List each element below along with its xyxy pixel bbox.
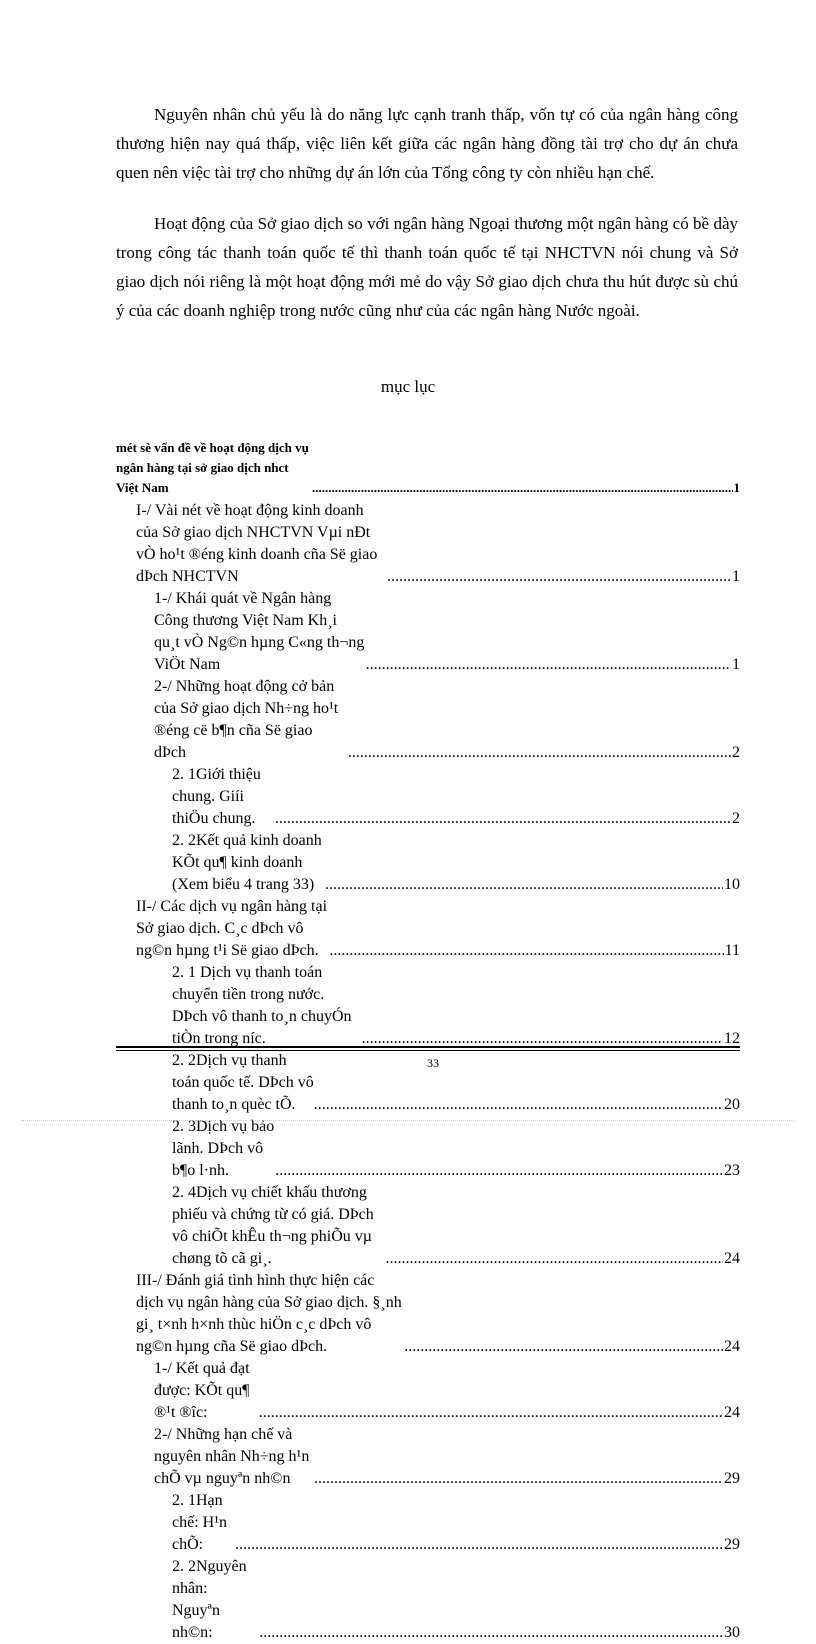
toc-entry[interactable] — [116, 764, 740, 830]
toc-leader — [312, 478, 732, 498]
toc-entry-text: 2-/ Những hạn chế và nguyên nhân Nh÷ng h¹n chÕ vµ nguyªn nh©n — [154, 1426, 310, 1487]
toc-entry-page: 24 — [724, 1404, 740, 1421]
toc-entry[interactable] — [116, 1424, 740, 1490]
toc-entry-page: 2 — [732, 810, 740, 827]
toc-entry-text: 1-/ Khái quát về Ngân hàng Công thương Việt Nam Kh¸i qu¸t vÒ Ng©n hµng C«ng th¬ng ViÖt Nam — [154, 590, 365, 673]
toc-entry[interactable] — [116, 1182, 740, 1270]
toc-entry-page: 29 — [724, 1470, 740, 1487]
toc-entry-text: 2. 2Dịch vụ thanh toán quốc tế. DÞch vô thanh to¸n quèc tÕ. — [172, 1052, 314, 1113]
footer-rule-thin — [116, 1050, 740, 1051]
toc-entry-text: II-/ Các dịch vụ ngân hàng tại Sở giao dịch. C¸c dÞch vô ng©n hµng t¹i Së giao dÞch. — [136, 898, 328, 959]
toc-leader — [314, 1468, 723, 1490]
toc-leader — [259, 1622, 723, 1644]
table-of-contents — [116, 438, 740, 1644]
toc-entry-page: 23 — [724, 1162, 740, 1179]
toc-entry-text: 2. 1Giới thiệu chung. Giíi thiÖu chung. — [172, 766, 261, 827]
toc-entry-text: 2-/ Những hoạt động cở bản của Sở giao dịch Nh÷ng ho¹t ®éng cë b¶n cña Së giao dÞch — [154, 678, 339, 761]
toc-entry[interactable] — [116, 500, 740, 588]
page-number: 33 — [427, 1056, 439, 1070]
toc-leader — [275, 1160, 723, 1182]
toc-entry[interactable] — [116, 1490, 740, 1556]
toc-entry-page: 11 — [724, 942, 740, 959]
toc-entry-text: 2. 2Nguyên nhân: Nguyªn nh©n: — [172, 1558, 247, 1641]
toc-entry-page: 24 — [724, 1338, 740, 1355]
toc-leader — [314, 1094, 723, 1116]
toc-entry-page: 24 — [724, 1250, 740, 1267]
toc-leader — [348, 742, 731, 764]
toc-leader — [387, 566, 731, 588]
footer-rule — [116, 1046, 740, 1048]
body-paragraph-1: Nguyên nhân chủ yếu là do năng lực cạnh tranh thấp, vốn tự có của ngân hàng công thương hiện nay quá thấp, việc liên kết giữa các ngân hàng đồng tài trợ cho dự án chưa quen nên việc tài trợ cho những dự án lớn của Tổng công ty còn nhiều hạn chế. — [116, 105, 738, 182]
toc-entry-text: 2. 3Dịch vụ bảo lãnh. DÞch vô b¶o l·nh. — [172, 1118, 275, 1179]
toc-entry-text: 2. 1 Dịch vụ thanh toán chuyển tiền trong nước. DÞch vô thanh to¸n chuyÓn tiÒn trong níc. — [172, 964, 352, 1047]
toc-entry-page: 12 — [724, 1030, 740, 1047]
toc-entry[interactable] — [116, 896, 740, 962]
toc-entry-page: 1 — [732, 656, 740, 673]
toc-entry-page: 20 — [724, 1096, 740, 1113]
toc-leader — [275, 808, 731, 830]
toc-entry-page: 1 — [733, 480, 740, 495]
toc-entry-page: 29 — [724, 1536, 740, 1553]
body-paragraph-2: Hoạt động của Sở giao dịch so với ngân hàng Ngoại thương một ngân hàng có bề dày trong công tác thanh toán quốc tế thì thanh toán quốc tế tại NHCTVN nói chung và Sở giao dịch nói riêng là một hoạt động mới mẻ do vậy Sở giao dịch chưa thu hút được sù chú ý của các doanh nghiệp trong nước cũng như của các ngân hàng Nước ngoài. — [116, 214, 738, 320]
toc-entry-page: 2 — [732, 744, 740, 761]
toc-leader — [385, 1248, 723, 1270]
toc-entry-text: mét sè vấn đề về hoạt động dịch vụ ngân hàng tại sở giao dịch nhct Việt Nam — [116, 440, 309, 495]
toc-entry[interactable] — [116, 1556, 740, 1644]
toc-title: mục lục — [380, 377, 436, 396]
toc-entry-text: 2. 1Hạn chế: H¹n chÕ: — [172, 1492, 227, 1553]
toc-entry-text: 2. 2Kết quả kinh doanh KÕt qu¶ kinh doanh (Xem biểu 4 trang 33) — [172, 832, 322, 893]
toc-entry[interactable] — [116, 830, 740, 896]
toc-entry-page: 30 — [724, 1624, 740, 1641]
toc-leader — [325, 874, 723, 896]
toc-leader — [259, 1402, 723, 1424]
toc-entry[interactable] — [116, 676, 740, 764]
toc-entry-text: I-/ Vài nét về hoạt động kinh doanh của Sở giao dịch NHCTVN Vµi nÐt vÒ ho¹t ®éng kinh doanh cña Së giao dÞch NHCTVN — [136, 502, 378, 585]
toc-entry-text: 2. 4Dịch vụ chiết khấu thương phiếu và chứng từ có giá. DÞch vô chiÕt khÊu th¬ng phiÕu vµ chøng tõ cã gi¸. — [172, 1184, 374, 1267]
toc-entry-page: 10 — [724, 876, 740, 893]
toc-leader — [235, 1534, 723, 1556]
toc-leader — [329, 940, 723, 962]
toc-entry-page: 1 — [732, 568, 740, 585]
toc-entry[interactable] — [116, 1116, 740, 1182]
page-bottom-border — [22, 1120, 794, 1121]
toc-entry[interactable] — [116, 1358, 740, 1424]
toc-leader — [404, 1336, 723, 1358]
toc-entry[interactable] — [116, 588, 740, 676]
toc-entry[interactable] — [116, 438, 740, 498]
toc-entry[interactable] — [116, 1270, 740, 1358]
toc-entry-text: 1-/ Kết quả đạt được: KÕt qu¶ ®¹t ®îc: — [154, 1360, 250, 1421]
toc-entry[interactable] — [116, 962, 740, 1050]
toc-entry-text: III-/ Đánh giá tình hình thực hiện các dịch vụ ngân hàng của Sở giao dịch. §¸nh gi¸ t×nh h×nh thùc hiÖn c¸c dÞch vô ng©n hµng cña Së giao dÞch. — [136, 1272, 402, 1355]
toc-leader — [366, 654, 731, 676]
